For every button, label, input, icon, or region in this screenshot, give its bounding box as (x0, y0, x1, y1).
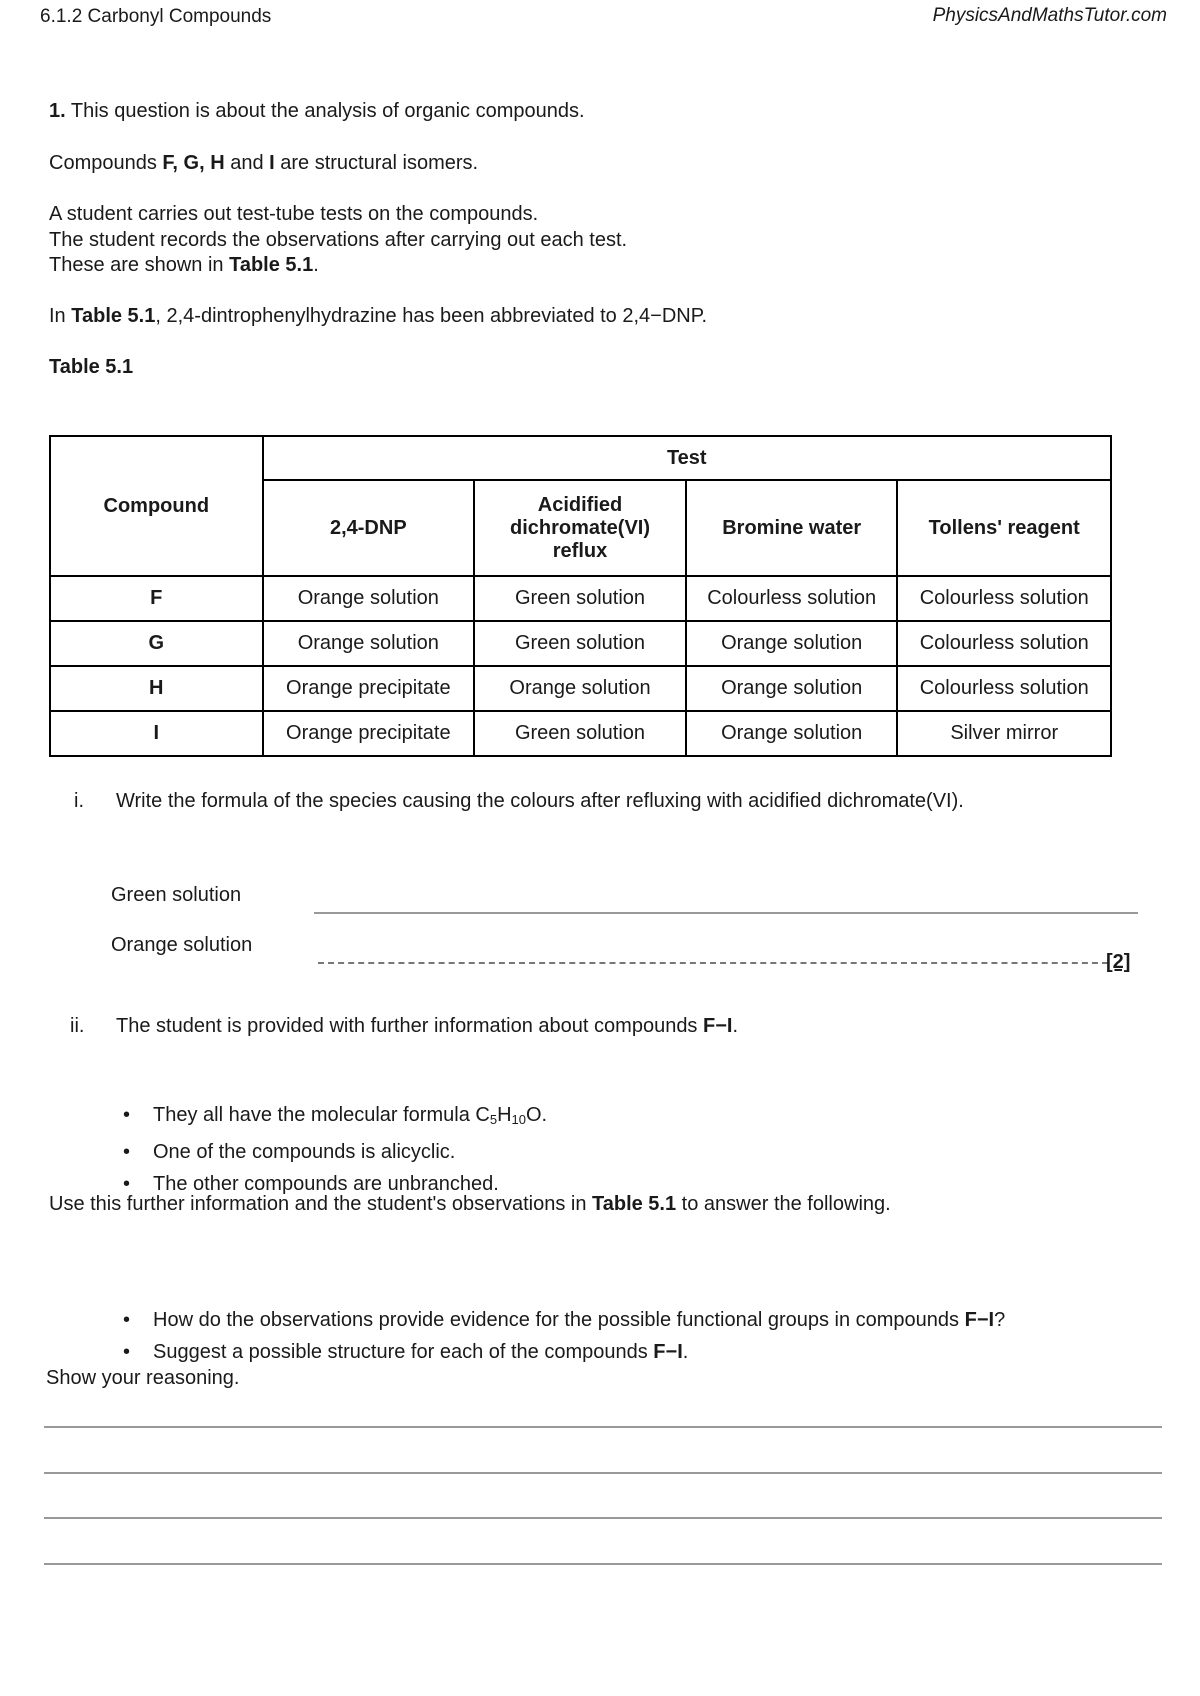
bullet-icon: • (123, 1104, 131, 1126)
part-i-text: Write the formula of the species causing the colours after refluxing with acidified dichromate(VI). (116, 790, 964, 812)
part-ii-text-pre: The student is provided with further information about compounds (116, 1015, 703, 1037)
compound-cell: F (50, 576, 263, 621)
table-cell: Orange solution (686, 621, 898, 666)
isomers-bold2: I (269, 152, 275, 174)
part-ii-text (116, 1015, 738, 1038)
table-cell: Green solution (474, 621, 686, 666)
info-bullet-list (123, 1099, 547, 1200)
bullet-icon: • (123, 1341, 131, 1363)
part-ii-text-post: . (732, 1015, 739, 1037)
observations-table (49, 435, 1112, 757)
answer-line[interactable] (44, 1563, 1162, 1565)
list-item (123, 1304, 1005, 1336)
table-row (50, 711, 1111, 756)
line3-pre: These are shown in (49, 254, 230, 276)
task2-bold: F−I (653, 1341, 683, 1363)
green-solution-label: Green solution (111, 884, 242, 906)
list-item (123, 1336, 1005, 1368)
bullet1-mid: H (497, 1104, 512, 1126)
task2-pre: Suggest a possible structure for each of the compounds (153, 1341, 654, 1363)
abbr-bold: Table 5.1 (71, 305, 156, 327)
part-i-numeral: i. (74, 790, 84, 812)
task1-bold: F−I (964, 1309, 995, 1331)
isomers-bold: F, G, H (162, 152, 225, 174)
header-topic: 6.1.2 Carbonyl Compounds (40, 6, 272, 27)
isomers-post: are structural isomers. (274, 152, 479, 174)
table-row (50, 621, 1111, 666)
task-bullet-list (123, 1304, 1005, 1368)
bullet2-text: One of the compounds is alicyclic. (153, 1141, 456, 1163)
table-cell: Orange solution (474, 666, 686, 711)
bullet-icon: • (123, 1173, 131, 1195)
line3-post: . (313, 254, 319, 276)
column-header: Tollens' reagent (897, 480, 1111, 576)
table-cell: Orange solution (263, 621, 475, 666)
table-row (50, 666, 1111, 711)
table-cell: Orange precipitate (263, 666, 475, 711)
bullet-icon: • (123, 1141, 131, 1163)
table-cell: Orange solution (263, 576, 475, 621)
green-answer-line[interactable] (314, 912, 1138, 914)
part-ii-numeral: ii. (70, 1015, 85, 1037)
list-item (123, 1099, 547, 1136)
test-header: Test (263, 436, 1111, 480)
question-intro-text: This question is about the analysis of organic compounds. (70, 100, 585, 122)
orange-answer-line[interactable] (318, 962, 1108, 964)
compound-cell: G (50, 621, 263, 666)
bullet1-post: O. (525, 1104, 548, 1126)
table-cell: Silver mirror (897, 711, 1111, 756)
answer-line[interactable] (44, 1517, 1162, 1519)
abbr-pre: In (49, 305, 72, 327)
table-cell: Orange solution (686, 711, 898, 756)
task1-post: ? (994, 1309, 1006, 1331)
question-intro (49, 99, 585, 124)
abbr-post: , 2,4-dintrophenylhydrazine has been abbreviated to 2,4−DNP. (155, 305, 708, 327)
list-item (123, 1136, 547, 1168)
column-header: 2,4-DNP (263, 480, 475, 576)
show-reasoning: Show your reasoning. (46, 1367, 240, 1389)
compound-cell: H (50, 666, 263, 711)
table-cell: Orange precipitate (263, 711, 475, 756)
question-number: 1. (49, 100, 66, 122)
task1-pre: How do the observations provide evidence for the possible functional groups in compounds (153, 1309, 965, 1331)
use-info-instruction (49, 1192, 891, 1217)
use-post: to answer the following. (676, 1193, 891, 1215)
abbreviation-note (49, 304, 707, 329)
bullet3-text: The other compounds are unbranched. (153, 1173, 499, 1195)
isomers-mid: and (224, 152, 270, 174)
intro-line2: The student records the observations after carrying out each test. (49, 229, 628, 251)
table-cell: Green solution (474, 576, 686, 621)
marks-badge: [2] (1106, 951, 1131, 973)
isomers-statement (49, 151, 478, 176)
isomers-pre: Compounds (49, 152, 163, 174)
use-pre: Use this further information and the student's observations in (49, 1193, 592, 1215)
compound-cell: I (50, 711, 263, 756)
intro-line1: A student carries out test-tube tests on the compounds. (49, 203, 539, 225)
line3-bold: Table 5.1 (229, 254, 314, 276)
table-cell: Colourless solution (686, 576, 898, 621)
bullet1-pre: They all have the molecular formula C (153, 1104, 490, 1126)
table-cell: Colourless solution (897, 621, 1111, 666)
answer-line[interactable] (44, 1472, 1162, 1474)
orange-solution-label: Orange solution (111, 934, 253, 956)
bullet-icon: • (123, 1309, 131, 1331)
header-site: PhysicsAndMathsTutor.com (932, 5, 1167, 26)
bullet1-sub2: 10 (511, 1112, 526, 1127)
table-cell: Colourless solution (897, 666, 1111, 711)
table-row (50, 576, 1111, 621)
table-cell: Colourless solution (897, 576, 1111, 621)
column-header: Bromine water (686, 480, 898, 576)
task2-post: . (682, 1341, 689, 1363)
intro-line3 (49, 253, 319, 278)
table-caption: Table 5.1 (49, 356, 134, 378)
table-cell: Orange solution (686, 666, 898, 711)
use-bold: Table 5.1 (592, 1193, 677, 1215)
bullet1-sub1: 5 (489, 1112, 498, 1127)
table-cell: Green solution (474, 711, 686, 756)
answer-line[interactable] (44, 1426, 1162, 1428)
part-ii-text-bold: F−I (703, 1015, 733, 1037)
compound-header: Compound (50, 436, 263, 576)
column-header: Acidified dichromate(VI) reflux (474, 480, 686, 576)
